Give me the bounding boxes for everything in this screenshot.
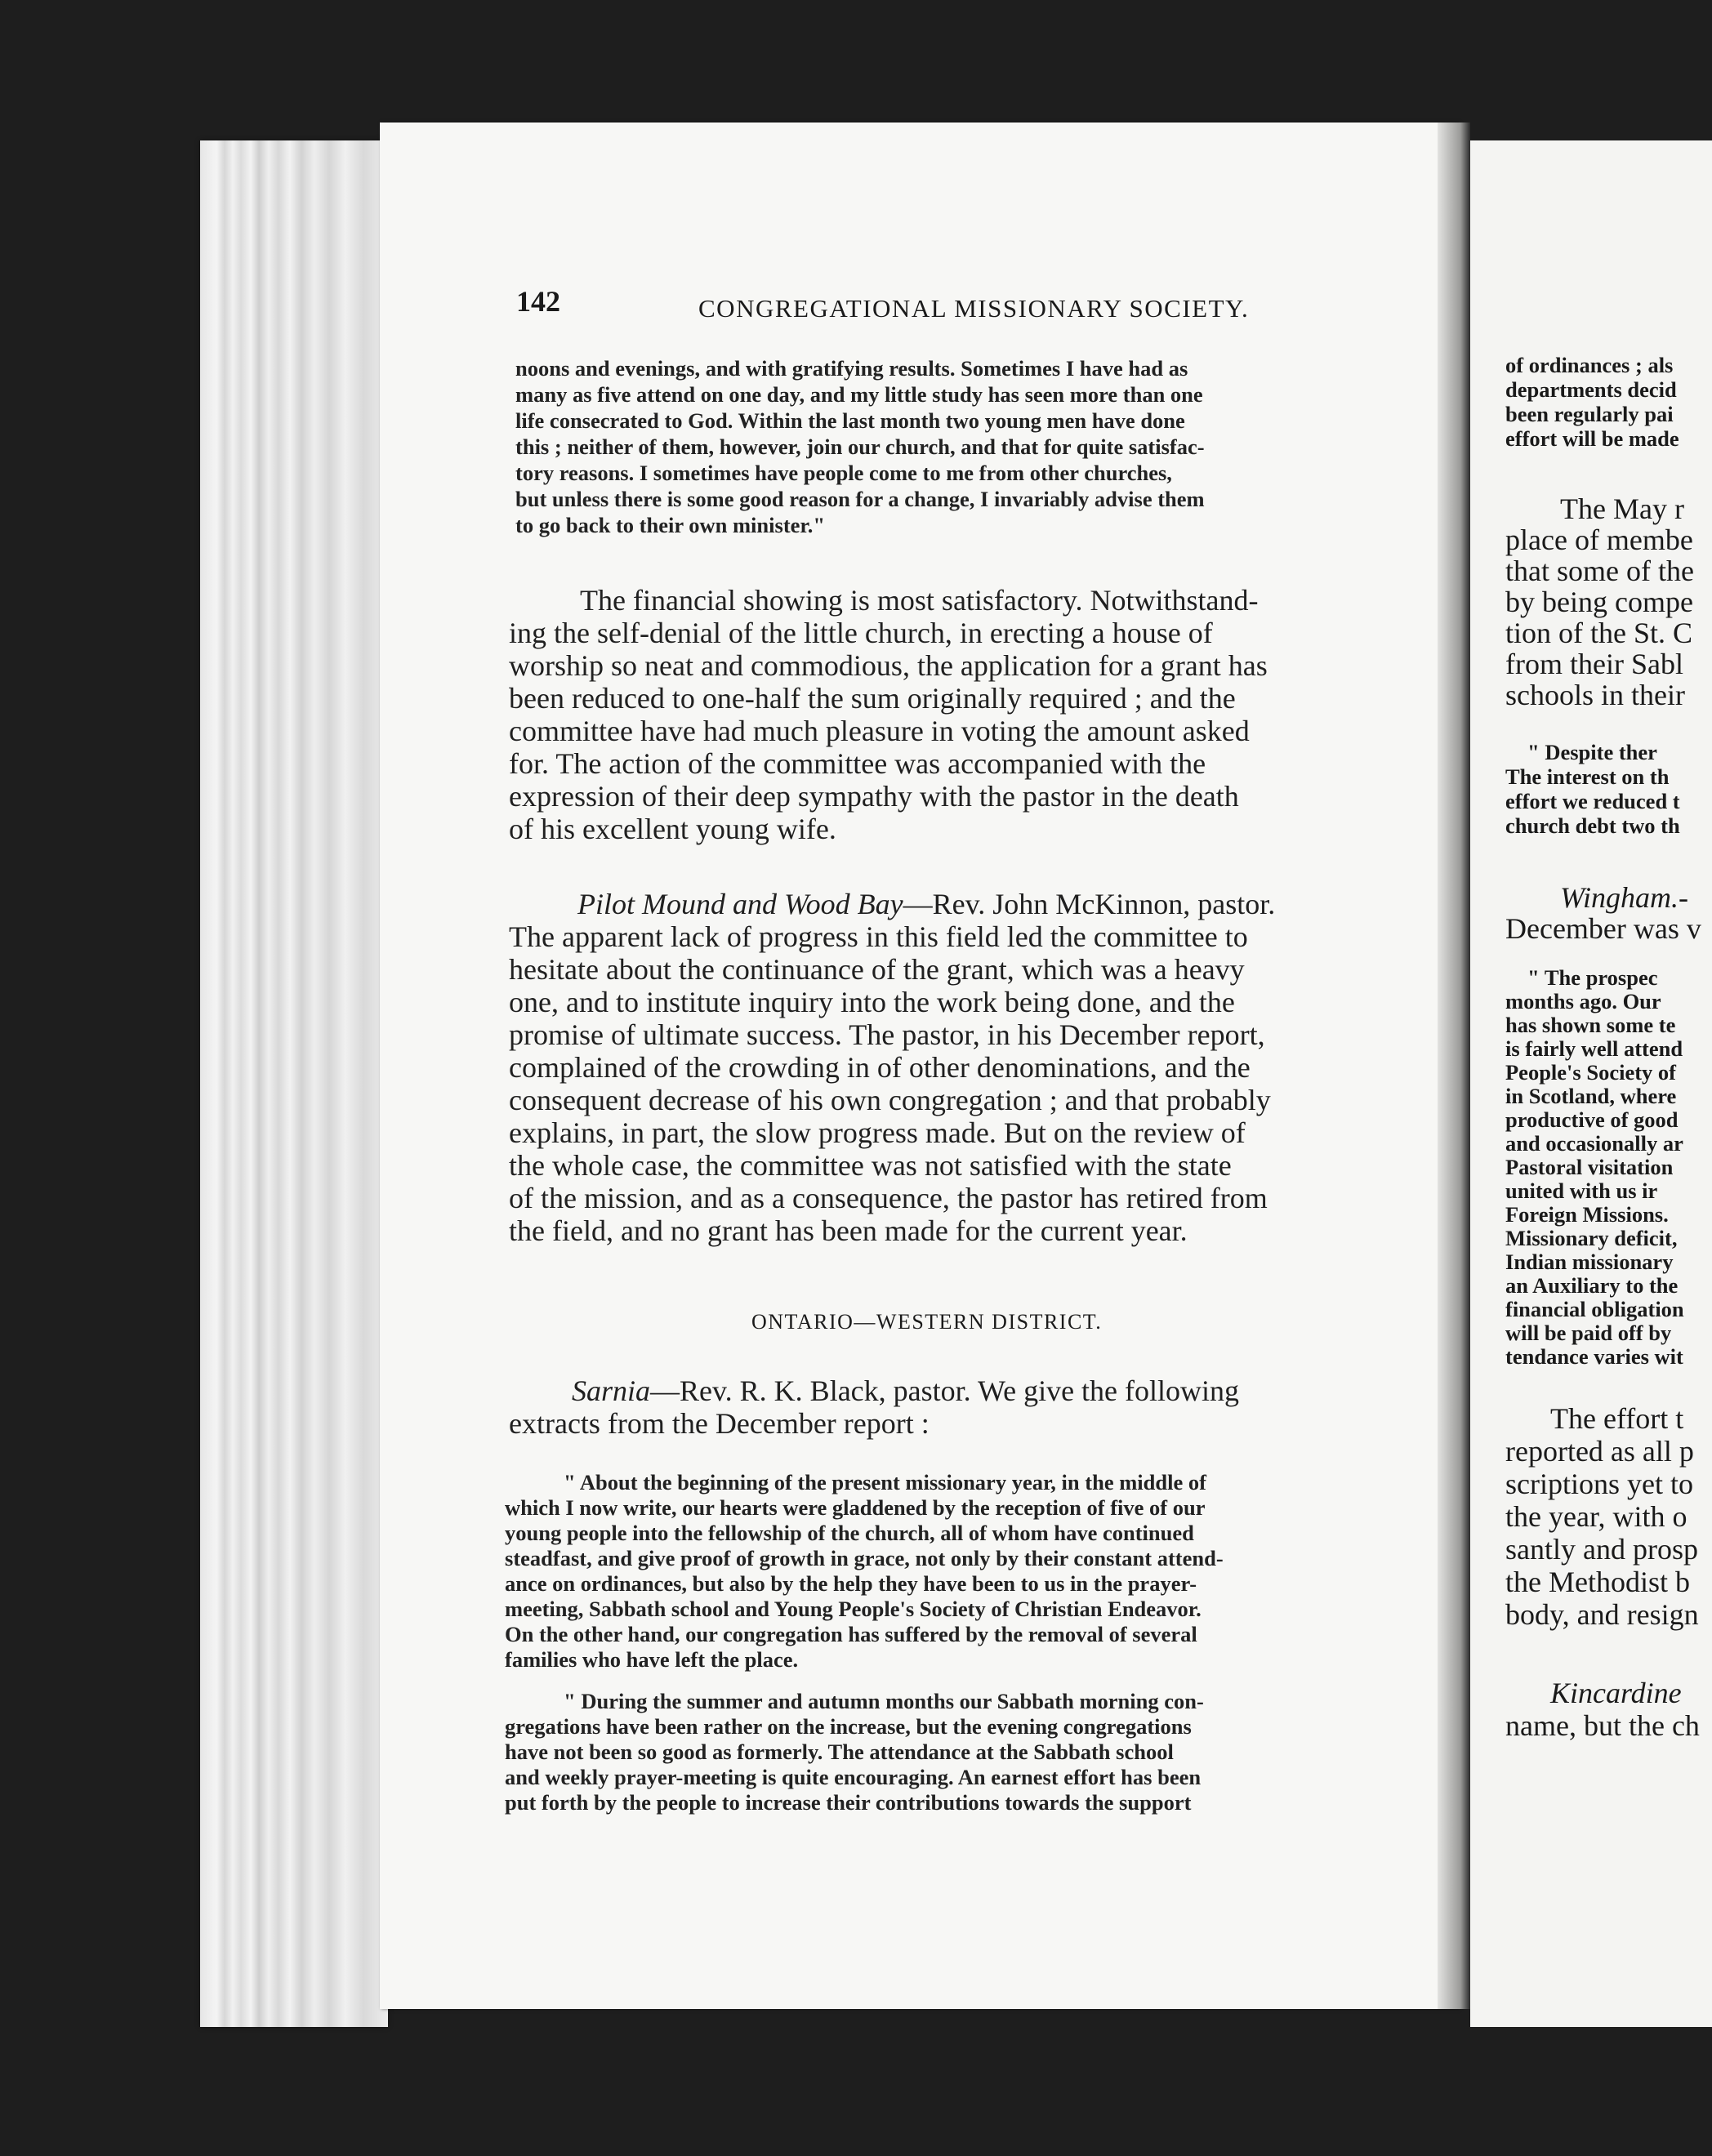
right-line: tendance varies wit bbox=[1505, 1344, 1683, 1369]
paragraph-line: been reduced to one-half the sum originally required ; and the bbox=[509, 682, 1236, 715]
right-line: The effort t bbox=[1550, 1402, 1684, 1435]
pilot-mound-pastor: —Rev. John McKinnon, pastor. bbox=[903, 888, 1276, 920]
paragraph-line: The financial showing is most satisfactory. Notwithstand- bbox=[580, 584, 1259, 617]
paragraph-line: promise of ultimate success. The pastor, in his December report, bbox=[509, 1018, 1265, 1051]
paragraph-line: The apparent lack of progress in this field led the committee to bbox=[509, 920, 1248, 953]
right-line: name, but the ch bbox=[1505, 1709, 1700, 1742]
paragraph-first-line bbox=[577, 887, 1275, 921]
book-gutter bbox=[1438, 122, 1470, 2009]
right-line: been regularly pai bbox=[1505, 402, 1674, 426]
sarnia-pastor: —Rev. R. K. Black, pastor. We give the following bbox=[650, 1374, 1240, 1407]
right-line: productive of good bbox=[1505, 1107, 1679, 1132]
quote-line: " About the beginning of the present missionary year, in the middle of bbox=[564, 1470, 1206, 1494]
right-line: financial obligation bbox=[1505, 1297, 1684, 1321]
paragraph-first-line bbox=[572, 1374, 1239, 1408]
paragraph-line: committee have had much pleasure in voting the amount asked bbox=[509, 715, 1250, 747]
quote-line: noons and evenings, and with gratifying results. Sometimes I have had as bbox=[515, 356, 1188, 381]
paragraph-line: complained of the crowding in of other denominations, and the bbox=[509, 1051, 1251, 1084]
right-line: schools in their bbox=[1505, 679, 1685, 711]
paragraph-line: one, and to institute inquiry into the work being done, and the bbox=[509, 986, 1235, 1018]
right-line: church debt two th bbox=[1505, 813, 1680, 838]
paragraph-line: ing the self-denial of the little church, in erecting a house of bbox=[509, 617, 1213, 649]
quote-line: many as five attend on one day, and my little study has seen more than one bbox=[515, 382, 1203, 407]
paragraph-line: worship so neat and commodious, the application for a grant has bbox=[509, 649, 1268, 682]
right-line: months ago. Our bbox=[1505, 989, 1661, 1013]
right-line: body, and resign bbox=[1505, 1598, 1699, 1631]
quote-line: steadfast, and give proof of growth in grace, not only by their constant attend- bbox=[505, 1546, 1224, 1570]
paragraph-line: of his excellent young wife. bbox=[509, 813, 836, 845]
right-line: People's Society of bbox=[1505, 1060, 1677, 1085]
right-line: Wingham.- bbox=[1560, 881, 1688, 914]
right-line: of ordinances ; als bbox=[1505, 353, 1674, 377]
right-line: has shown some te bbox=[1505, 1013, 1676, 1037]
right-line: santly and prosp bbox=[1505, 1533, 1698, 1566]
right-line: from their Sabl bbox=[1505, 648, 1683, 680]
page-number: 142 bbox=[516, 285, 560, 318]
right-line: by being compe bbox=[1505, 586, 1693, 618]
section-heading: ONTARIO—WESTERN DISTRICT. bbox=[751, 1310, 1103, 1334]
paragraph-line: for. The action of the committee was accompanied with the bbox=[509, 747, 1206, 780]
right-line: The interest on th bbox=[1505, 764, 1670, 789]
quote-line: life consecrated to God. Within the last month two young men have done bbox=[515, 408, 1185, 433]
right-line: reported as all p bbox=[1505, 1435, 1694, 1468]
right-line: in Scotland, where bbox=[1505, 1084, 1677, 1108]
paragraph-line: consequent decrease of his own congregation ; and that probably bbox=[509, 1084, 1271, 1116]
book-page-edges bbox=[200, 140, 388, 2027]
right-line: united with us ir bbox=[1505, 1178, 1658, 1203]
quote-line: have not been so good as formerly. The attendance at the Sabbath school bbox=[505, 1740, 1174, 1764]
right-line: Indian missionary bbox=[1505, 1250, 1674, 1274]
running-header: CONGREGATIONAL MISSIONARY SOCIETY. bbox=[698, 294, 1250, 323]
right-line: " Despite ther bbox=[1527, 740, 1657, 764]
paragraph-line: expression of their deep sympathy with the pastor in the death bbox=[509, 780, 1239, 813]
right-line: The May r bbox=[1560, 492, 1684, 525]
right-line: tion of the St. C bbox=[1505, 617, 1693, 649]
right-line: that some of the bbox=[1505, 555, 1694, 587]
right-line: Foreign Missions. bbox=[1505, 1202, 1669, 1227]
quote-line: young people into the fellowship of the church, all of whom have continued bbox=[505, 1521, 1194, 1545]
quote-line: On the other hand, our congregation has suffered by the removal of several bbox=[505, 1622, 1197, 1646]
paragraph-line: extracts from the December report : bbox=[509, 1407, 930, 1440]
quote-line: and weekly prayer-meeting is quite encouraging. An earnest effort has been bbox=[505, 1765, 1202, 1789]
right-line: Kincardine bbox=[1550, 1677, 1682, 1709]
quote-line: tory reasons. I sometimes have people come to me from other churches, bbox=[515, 461, 1172, 485]
right-line: the year, with o bbox=[1505, 1500, 1687, 1533]
quote-line: ance on ordinances, but also by the help they have been to us in the prayer- bbox=[505, 1571, 1197, 1596]
quote-line: to go back to their own minister." bbox=[515, 513, 826, 537]
quote-line: which I now write, our hearts were gladdened by the reception of five of our bbox=[505, 1495, 1206, 1520]
right-line: " The prospec bbox=[1527, 965, 1658, 990]
right-line: and occasionally ar bbox=[1505, 1131, 1683, 1156]
paragraph-line: the field, and no grant has been made for the current year. bbox=[509, 1214, 1188, 1247]
sarnia-heading: Sarnia bbox=[572, 1374, 651, 1407]
quote-line: gregations have been rather on the increase, but the evening congregations bbox=[505, 1714, 1192, 1739]
paragraph-line: hesitate about the continuance of the grant, which was a heavy bbox=[509, 953, 1245, 986]
right-line: will be paid off by bbox=[1505, 1321, 1672, 1345]
quote-line: put forth by the people to increase their contributions towards the support bbox=[505, 1790, 1192, 1815]
quote-line: but unless there is some good reason for a change, I invariably advise them bbox=[515, 487, 1205, 511]
right-line: place of membe bbox=[1505, 523, 1693, 556]
right-line: scriptions yet to bbox=[1505, 1468, 1693, 1500]
right-line: Pastoral visitation bbox=[1505, 1155, 1674, 1179]
quote-line: " During the summer and autumn months our Sabbath morning con- bbox=[564, 1689, 1204, 1713]
right-line: departments decid bbox=[1505, 377, 1677, 402]
right-line: December was v bbox=[1505, 912, 1701, 945]
right-line: the Methodist b bbox=[1505, 1566, 1690, 1598]
paragraph-line: explains, in part, the slow progress made. But on the review of bbox=[509, 1116, 1246, 1149]
quote-line: families who have left the place. bbox=[505, 1647, 799, 1672]
paragraph-line: of the mission, and as a consequence, the pastor has retired from bbox=[509, 1182, 1268, 1214]
right-line: effort will be made bbox=[1505, 426, 1679, 451]
quote-line: this ; neither of them, however, join our church, and that for quite satisfac- bbox=[515, 434, 1205, 459]
right-line: is fairly well attend bbox=[1505, 1036, 1683, 1061]
right-line: Missionary deficit, bbox=[1505, 1226, 1678, 1250]
right-line: effort we reduced t bbox=[1505, 789, 1680, 813]
quote-line: meeting, Sabbath school and Young People's Society of Christian Endeavor. bbox=[505, 1597, 1202, 1621]
right-line: an Auxiliary to the bbox=[1505, 1273, 1679, 1298]
pilot-mound-heading: Pilot Mound and Wood Bay bbox=[577, 888, 903, 920]
paragraph-line: the whole case, the committee was not satisfied with the state bbox=[509, 1149, 1232, 1182]
